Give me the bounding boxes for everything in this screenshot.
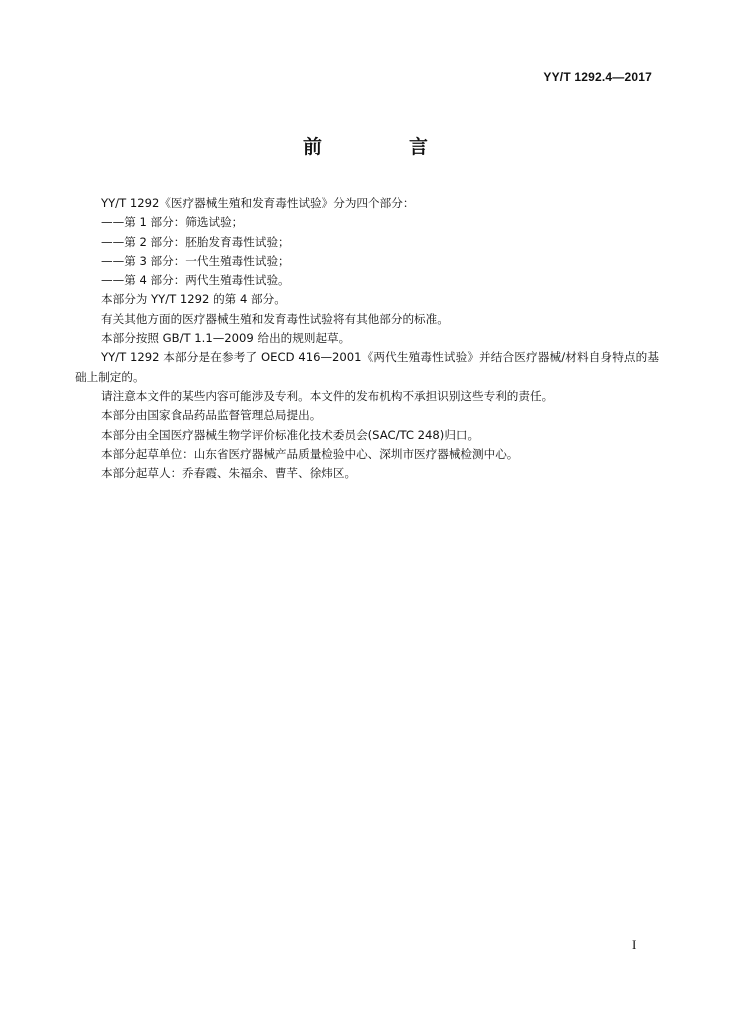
paragraph: 本部分由全国医疗器械生物学评价标准化技术委员会(SAC/TC 248)归口。 xyxy=(101,427,480,442)
paragraph: YY/T 1292《医疗器械生殖和发育毒性试验》分为四个部分： xyxy=(101,196,415,210)
paragraph: 本部分起草人：乔春霞、朱福余、曹芊、徐炜区。 xyxy=(101,466,357,481)
paragraph: 本部分为 YY/T 1292 的第 4 部分。 xyxy=(101,292,286,307)
paragraph: ——第 2 部分：胚胎发育毒性试验； xyxy=(101,234,290,249)
paragraph: ——第 3 部分：一代生殖毒性试验； xyxy=(101,253,290,268)
paragraph: 本部分起草单位：山东省医疗器械产品质量检验中心、深圳市医疗器械检测中心。 xyxy=(101,446,519,461)
page-title: 前 言 xyxy=(302,136,462,158)
paragraph: ——第 1 部分：筛选试验； xyxy=(101,215,244,230)
paragraph: 有关其他方面的医疗器械生殖和发育毒性试验将有其他部分的标准。 xyxy=(101,311,449,326)
paragraph: 请注意本文件的某些内容可能涉及专利。本文件的发布机构不承担识别这些专利的责任。 xyxy=(101,388,554,403)
foreword-body xyxy=(75,194,659,483)
paragraph: ——第 4 部分：两代生殖毒性试验。 xyxy=(101,273,290,288)
paragraph: 本部分由国家食品药品监督管理总局提出。 xyxy=(101,408,322,423)
standard-number: YY/T 1292.4—2017 xyxy=(543,70,652,84)
paragraph: 本部分按照 GB/T 1.1—2009 给出的规则起草。 xyxy=(101,331,351,346)
paragraph: YY/T 1292 本部分是在参考了 OECD 416—2001《两代生殖毒性试验》并结合医疗器械/材料自身特点的基础上制定的。 xyxy=(75,350,659,384)
page-number: I xyxy=(632,937,637,952)
